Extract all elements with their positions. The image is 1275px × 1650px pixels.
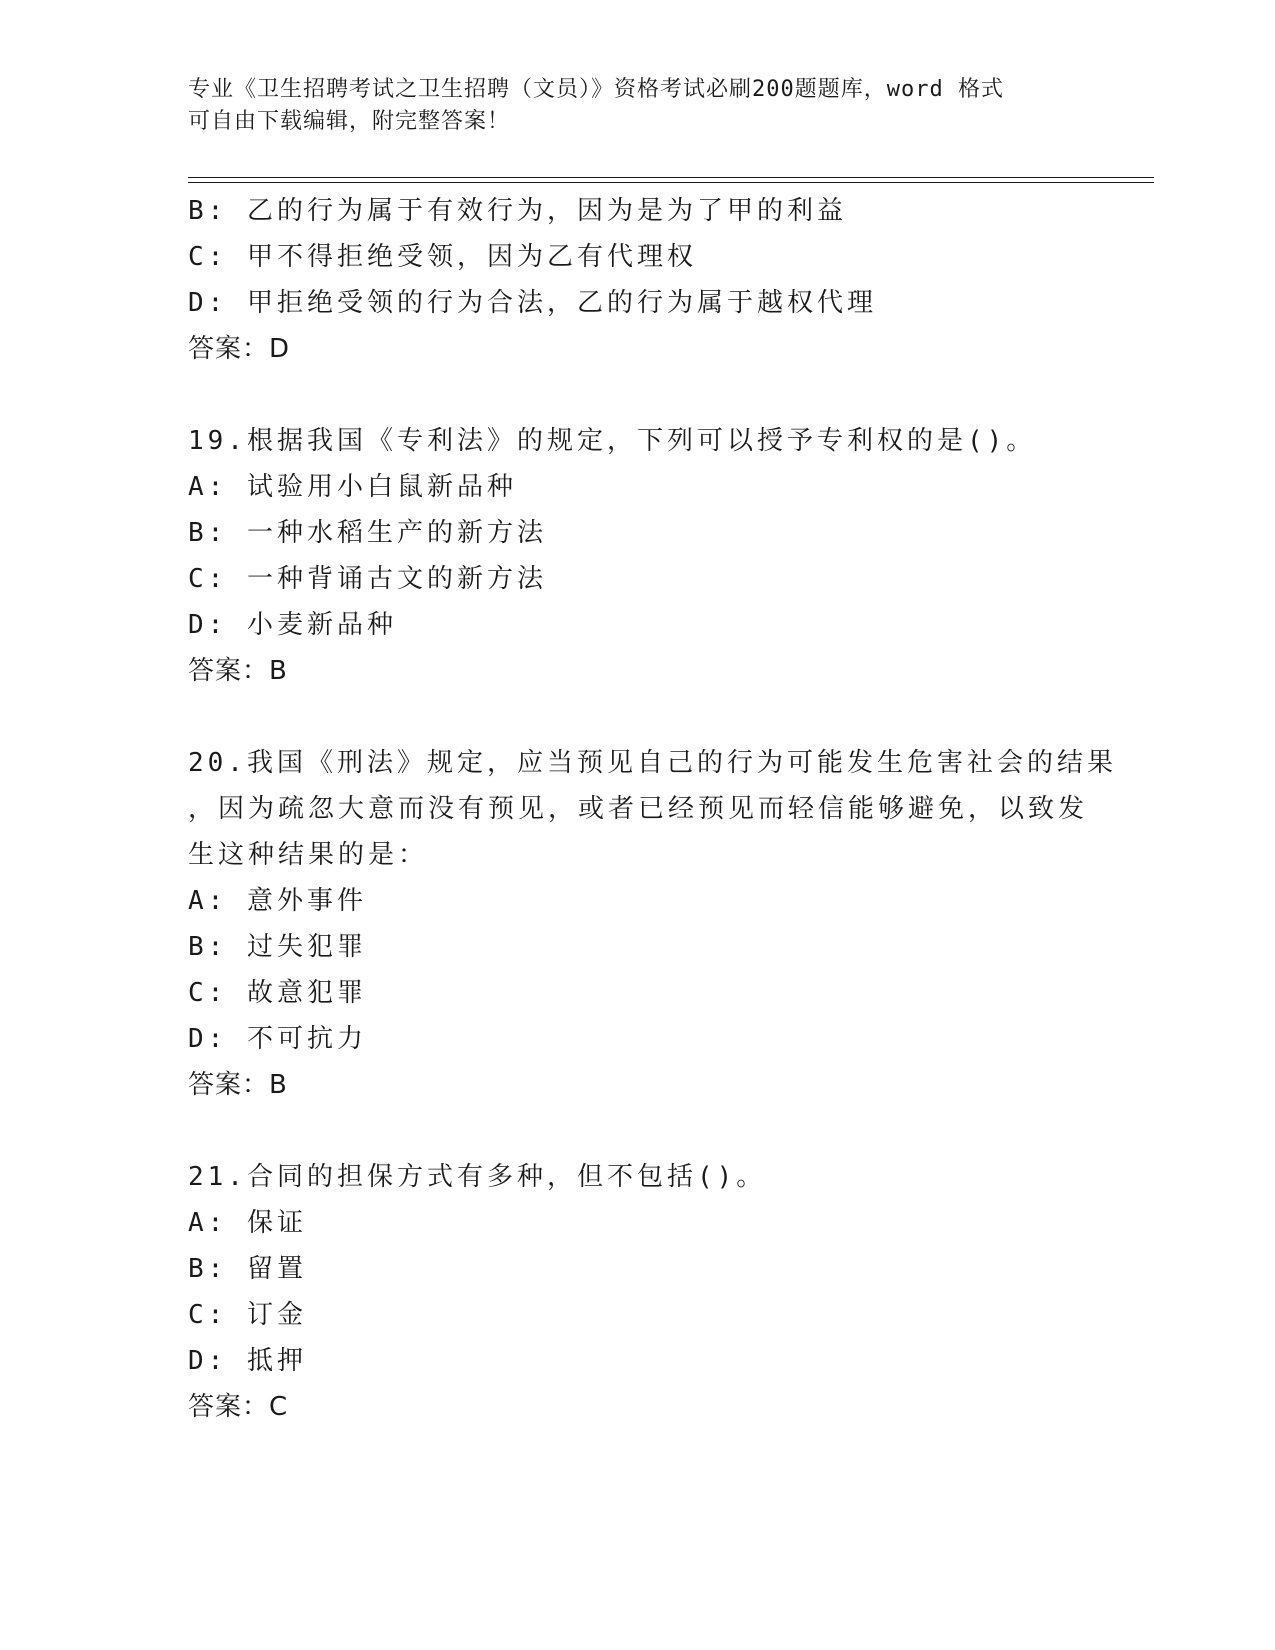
- q18-answer: 答案：D: [188, 334, 291, 364]
- q18-option-c: C: 甲不得拒绝受领，因为乙有代理权: [188, 242, 697, 272]
- question-spacer: [188, 694, 1088, 740]
- q20-stem-line-1: 20.我国《刑法》规定，应当预见自己的行为可能发生危害社会的结果: [188, 748, 1117, 778]
- q18-option-d: D: 甲拒绝受领的行为合法，乙的行为属于越权代理: [188, 288, 877, 318]
- q20-stem-line-2: ，因为疏忽大意而没有预见，或者已经预见而轻信能够避免，以致发: [188, 794, 1089, 824]
- q19-answer: 答案：B: [188, 656, 288, 686]
- header-title-line-1: 专业《卫生招聘考试之卫生招聘（文员）》资格考试必刷200题题库，word 格式: [188, 77, 1004, 102]
- question-list: [188, 188, 1117, 1430]
- question-spacer: [188, 372, 1088, 418]
- q21-option-c: C: 订金: [188, 1300, 307, 1330]
- q20-stem-line-3: 生这种结果的是：: [188, 840, 429, 870]
- question-20: [188, 740, 1117, 1108]
- q20-answer: 答案：B: [188, 1070, 288, 1100]
- header-title-line-2: 可自由下载编辑，附完整答案！: [188, 109, 511, 134]
- q20-option-d: D: 不可抗力: [188, 1024, 367, 1054]
- question-18: [188, 188, 1088, 372]
- header-divider-top: [188, 177, 1154, 178]
- q18-option-b: B: 乙的行为属于有效行为，因为是为了甲的利益: [188, 196, 847, 226]
- q21-answer: 答案：C: [188, 1392, 289, 1422]
- question-21: [188, 1154, 1088, 1430]
- q21-option-b: B: 留置: [188, 1254, 307, 1284]
- q19-option-b: B: 一种水稻生产的新方法: [188, 518, 547, 548]
- q19-option-a: A: 试验用小白鼠新品种: [188, 472, 517, 502]
- q19-option-c: C: 一种背诵古文的新方法: [188, 564, 547, 594]
- header-divider-bottom: [188, 182, 1154, 183]
- q21-option-a: A: 保证: [188, 1208, 307, 1238]
- document-header: [188, 74, 1088, 138]
- q21-option-d: D: 抵押: [188, 1346, 307, 1376]
- q20-option-c: C: 故意犯罪: [188, 978, 367, 1008]
- q20-option-b: B: 过失犯罪: [188, 932, 367, 962]
- q21-stem: 21.合同的担保方式有多种，但不包括()。: [188, 1162, 767, 1192]
- q19-option-d: D: 小麦新品种: [188, 610, 397, 640]
- q19-stem: 19.根据我国《专利法》的规定，下列可以授予专利权的是()。: [188, 426, 1037, 456]
- question-19: [188, 418, 1088, 694]
- q20-option-a: A: 意外事件: [188, 886, 367, 916]
- question-spacer: [188, 1108, 1088, 1154]
